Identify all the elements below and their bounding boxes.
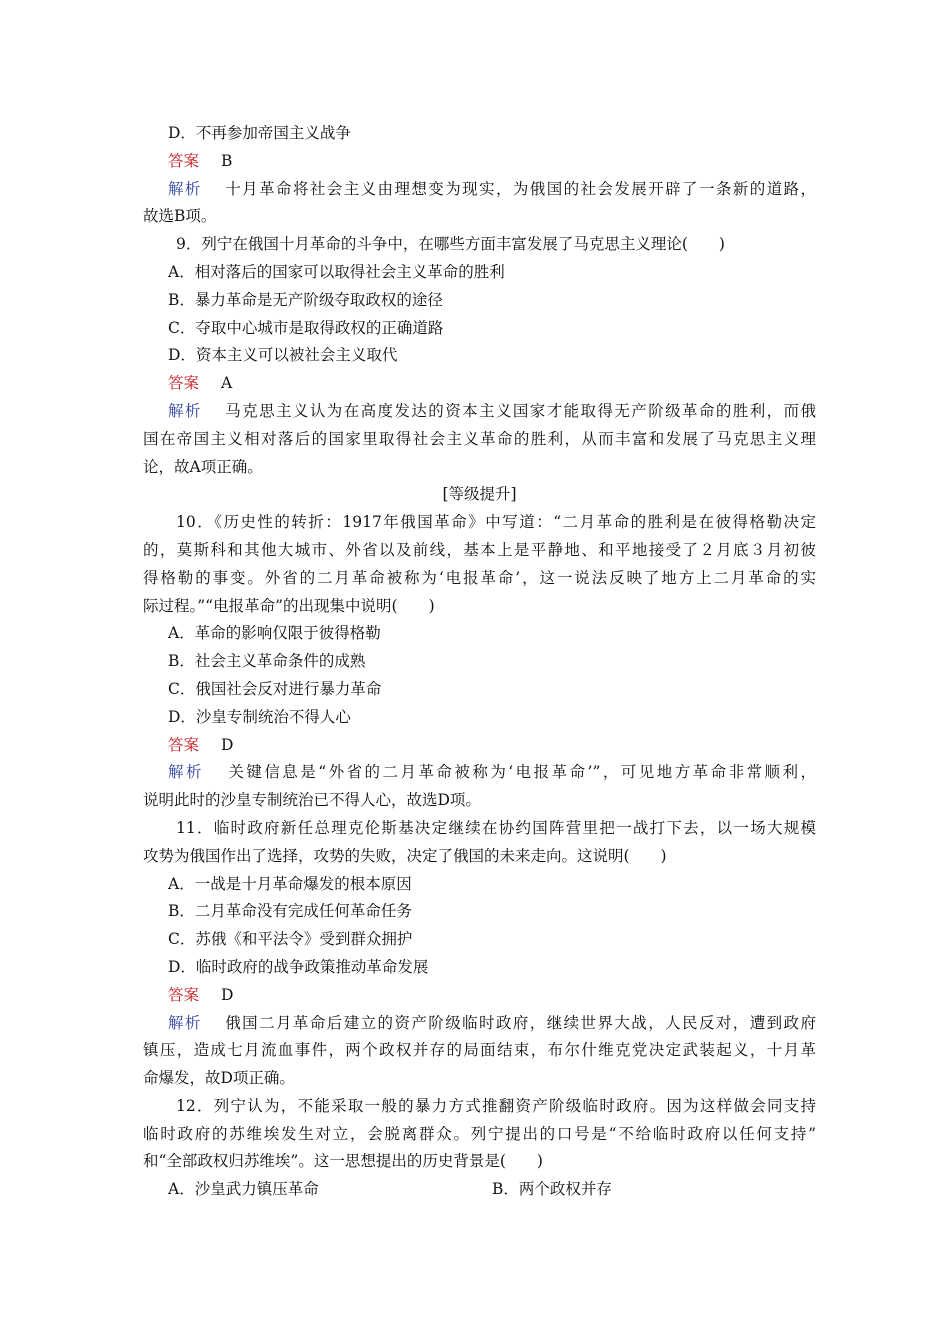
answer-label: 答案 [168,985,200,1004]
analysis-line: 命爆发，故D项正确。 [143,1069,295,1088]
analysis-text: 关键信息是“外省的二月革命被称为‘电报革命’”，可见地方革命非常顺利， [225,763,816,782]
answer-line [168,732,816,760]
answer-line [168,370,816,398]
option-right: B．两个政权并存 [492,1180,612,1199]
analysis-line: 故选B项。 [143,207,217,226]
question-line: 的，莫斯科和其他大城市、外省以及前线，基本上是平静地、和平地接受了２月底３月初彼 [143,540,816,559]
option-line: A．一战是十月革命爆发的根本原因 [168,874,412,893]
analysis-line: 国在帝国主义相对落后的国家里取得社会主义革命的胜利，从而丰富和发展了马克思主义理 [143,429,816,448]
analysis-line: 论，故A项正确。 [143,457,263,476]
answer-value: A [221,374,233,393]
option-line: A．革命的影响仅限于彼得格勒 [168,624,381,643]
question-line: 临时政府的苏维埃发生对立，会脱离群众。列宁提出的口号是“不给临时政府以任何支持” [143,1124,816,1143]
analysis-text: 马克思主义认为在高度发达的资本主义国家才能取得无产阶级革命的胜利，而俄 [223,401,816,420]
analysis-line: 镇压，造成七月流血事件，两个政权并存的局面结束，布尔什维克党决定武装起义，十月革 [143,1041,816,1060]
option-line: D．不再参加帝国主义战争 [168,124,351,142]
section-heading: [等级提升] [442,485,517,504]
analysis-label: 解析 [168,1013,202,1032]
analysis-label: 解析 [168,763,204,782]
option-line: B．社会主义革命条件的成熟 [168,652,366,671]
option-line: A．相对落后的国家可以取得社会主义革命的胜利 [168,262,505,281]
analysis-line [168,176,816,204]
option-line: C．夺取中心城市是取得政权的正确道路 [168,318,444,337]
question-line: 和“全部政权归苏维埃”。这一思想提出的历史背景是( ) [143,1152,543,1171]
document-body [143,120,816,1204]
answer-value: D [221,735,234,754]
analysis-text: 十月革命将社会主义由理想变为现实，为俄国的社会发展开辟了一条新的道路， [223,179,816,198]
option-line: B．暴力革命是无产阶级夺取政权的途径 [168,290,443,309]
answer-line [168,148,816,176]
analysis-line: 说明此时的沙皇专制统治已不得人心，故选D项。 [143,791,481,810]
option-line: D．沙皇专制统治不得人心 [168,707,351,726]
question-line: 10．《历史性的转折：1917年俄国革命》中写道：“二月革命的胜利是在彼得格勒决定 [176,513,816,532]
question-line: 得格勒的事变。外省的二月革命被称为‘电报革命’，这一说法反映了地方上二月革命的实 [143,568,816,587]
analysis-label: 解析 [168,401,202,420]
option-line: C．苏俄《和平法令》受到群众拥护 [168,930,413,949]
answer-label: 答案 [168,735,200,754]
answer-label: 答案 [168,374,200,393]
option-line: D．资本主义可以被社会主义取代 [168,346,398,365]
option-line: D．临时政府的战争政策推动革命发展 [168,957,429,976]
analysis-line [168,759,816,787]
analysis-label: 解析 [168,179,202,198]
question-line: 9．列宁在俄国十月革命的斗争中，在哪些方面丰富发展了马克思主义理论( ) [176,235,725,254]
question-line: 12．列宁认为，不能采取一般的暴力方式推翻资产阶级临时政府。因为这样做会同支持 [176,1096,816,1115]
answer-label: 答案 [168,151,200,170]
question-line: 11．临时政府新任总理克伦斯基决定继续在协约国阵营里把一战打下去，以一场大规模 [176,818,816,837]
analysis-line [168,1010,816,1038]
answer-value: B [221,151,233,170]
question-line: 际过程。”“电报革命”的出现集中说明( ) [143,596,435,615]
option-pair-line [168,1176,816,1204]
answer-value: D [221,985,234,1004]
analysis-text: 俄国二月革命后建立的资产阶级临时政府，继续世界大战，人民反对，遭到政府 [223,1013,816,1032]
option-line: C．俄国社会反对进行暴力革命 [168,679,382,698]
option-line: B．二月革命没有完成任何革命任务 [168,902,412,921]
question-line: 攻势为俄国作出了选择，攻势的失败，决定了俄国的未来走向。这说明( ) [143,846,667,865]
option-left: A．沙皇武力镇压革命 [168,1180,319,1199]
analysis-line [168,398,816,426]
answer-line [168,982,816,1010]
